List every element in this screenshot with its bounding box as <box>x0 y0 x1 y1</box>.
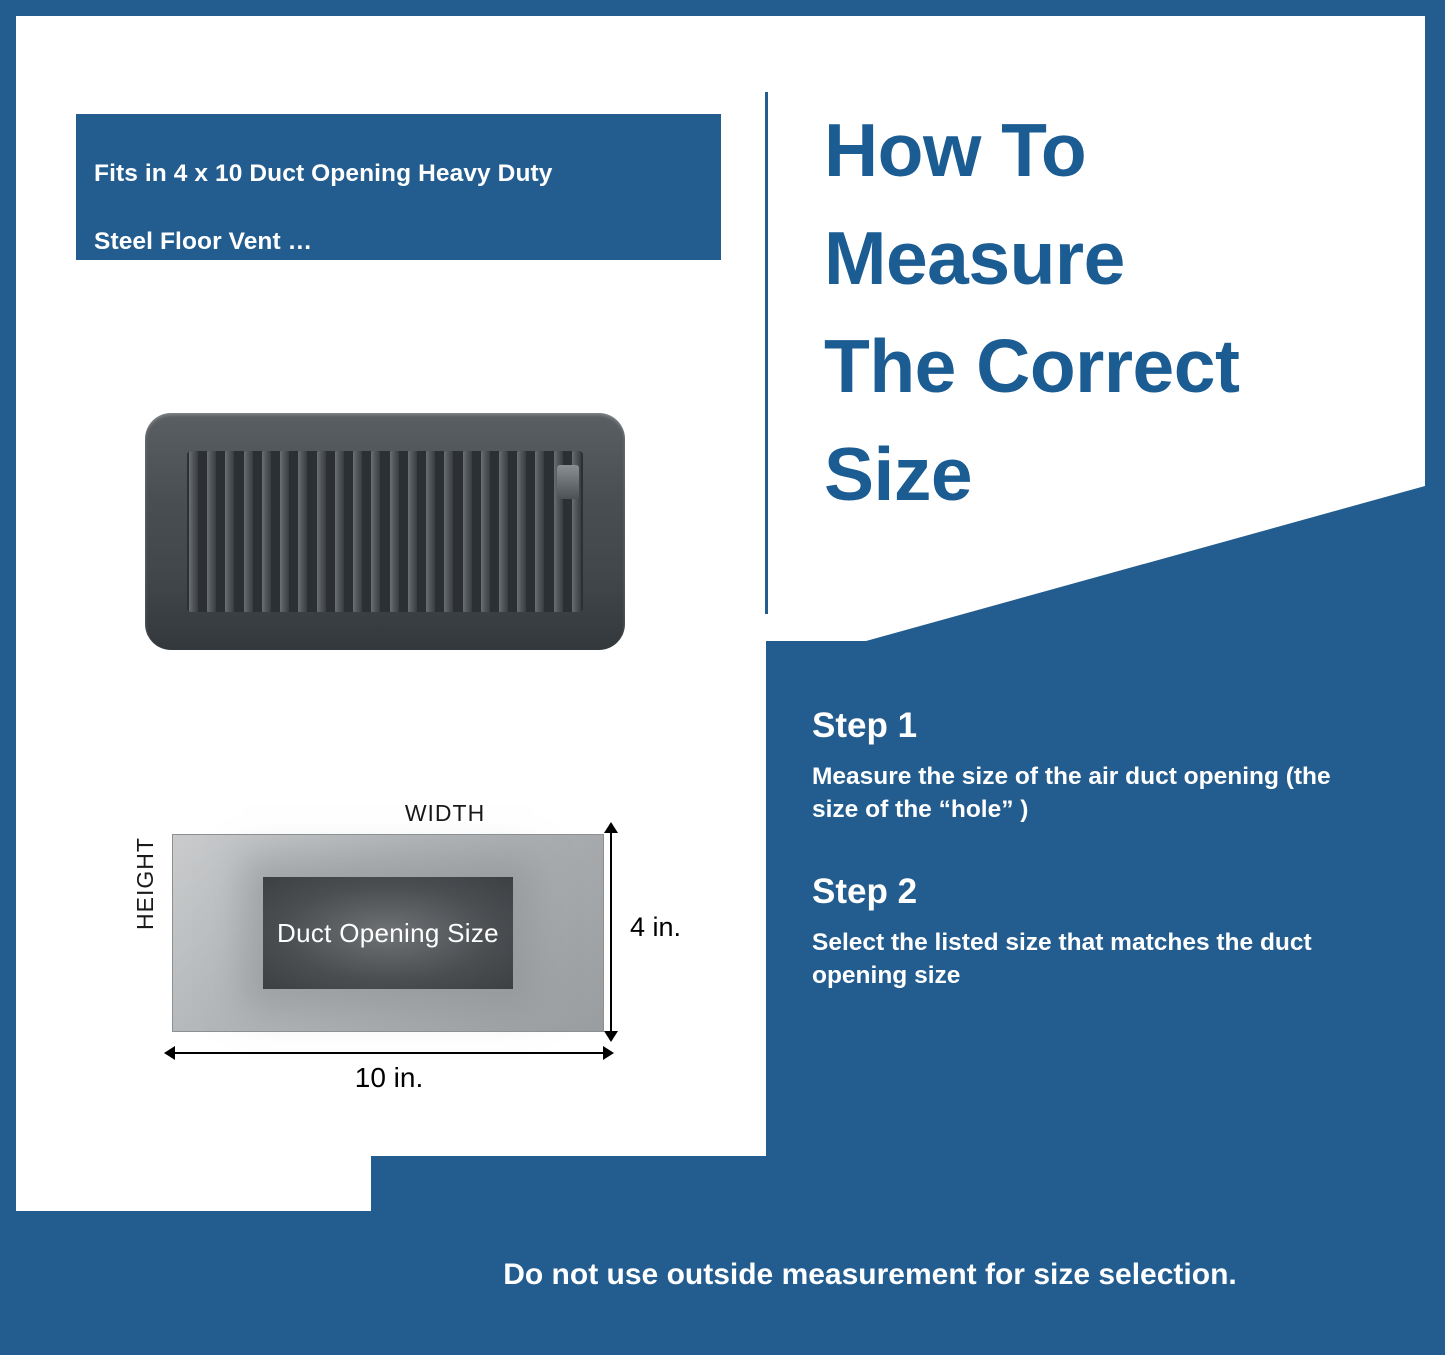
width-dimension-label: 10 in. <box>354 1062 424 1093</box>
page-title-line-3: The Correct <box>824 324 1240 408</box>
page-title-line-1: How To <box>824 108 1087 192</box>
duct-opening-diagram <box>132 800 700 1100</box>
product-title-line-1: Fits in 4 x 10 Duct Opening Heavy Duty <box>94 160 553 187</box>
vent-damper-lever <box>557 465 579 499</box>
step-2-body: Select the listed size that matches the duct opening size <box>812 929 1312 989</box>
step-item <box>812 706 1382 826</box>
page-title-line-4: Size <box>824 432 973 516</box>
frame-border-bottom <box>0 1341 1445 1355</box>
height-axis-label: HEIGHT <box>132 837 158 930</box>
height-dimension-label: 4 in. <box>630 912 682 942</box>
duct-box <box>172 834 604 1032</box>
height-dimension-arrow <box>610 832 612 1032</box>
footer-note: Do not use outside measurement for size selection. <box>503 1258 1237 1291</box>
step-item <box>812 872 1382 992</box>
frame-border-left <box>0 0 16 1355</box>
step-1-title: Step 1 <box>812 706 918 745</box>
page-title <box>824 96 1384 528</box>
frame-border-top <box>0 0 1445 16</box>
product-title-band <box>76 114 721 260</box>
step-1-body: Measure the size of the air duct opening (the size of the “hole” ) <box>812 763 1331 823</box>
width-axis-label: WIDTH <box>404 800 486 826</box>
vertical-divider <box>765 92 768 614</box>
floor-vent-image <box>145 413 625 650</box>
steps-list <box>812 706 1382 992</box>
product-title-line-2: Steel Floor Vent … <box>94 228 313 255</box>
vent-louvers <box>187 451 583 612</box>
page-title-line-2: Measure <box>824 216 1125 300</box>
step-2-title: Step 2 <box>812 872 918 911</box>
width-dimension-arrow <box>174 1052 604 1054</box>
vent-grille <box>187 451 583 612</box>
duct-opening-label: Duct Opening Size <box>277 917 499 948</box>
frame-border-right <box>1425 0 1445 1355</box>
